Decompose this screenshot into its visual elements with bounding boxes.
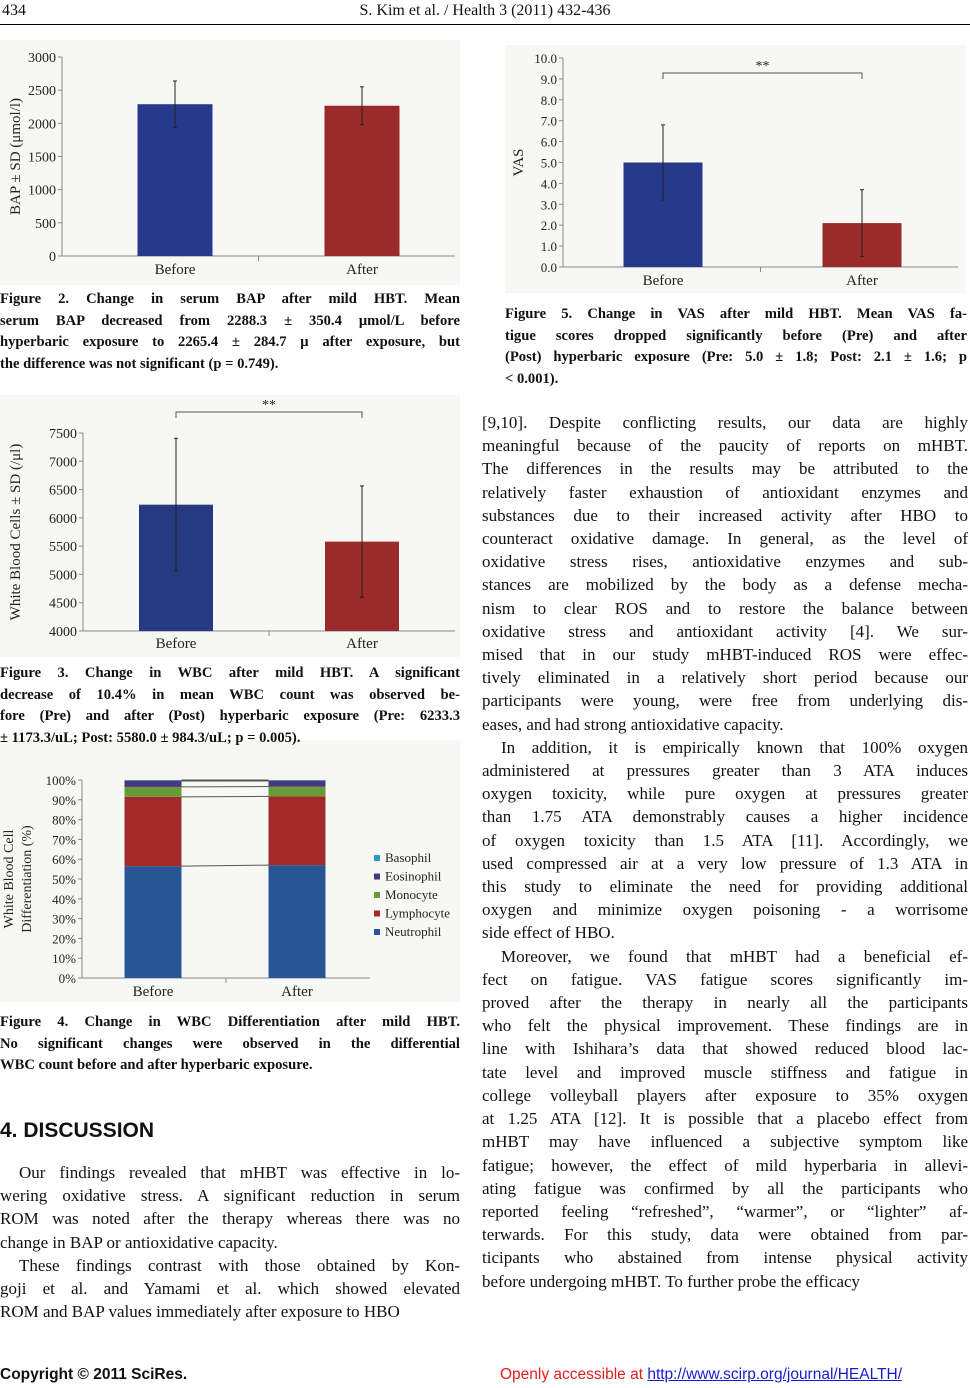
- y-tick-label: 0%: [58, 971, 76, 986]
- y-tick-label: 6500: [49, 483, 77, 499]
- text-line: participants were young, were free from underlying dis-: [482, 691, 968, 711]
- text-line: hyperbaric exposure to 2265.4 ± 284.7 μ after exposure, but: [0, 334, 460, 351]
- text-line: of oxygen toxicity than 1.5 ATA [11]. Accordingly, we: [482, 830, 968, 850]
- legend-label: Eosinophil: [385, 868, 442, 884]
- y-tick-label: 3.0: [540, 197, 557, 213]
- y-tick-label: 6000: [49, 511, 77, 527]
- text-line: mHBT may have influenced a subjective symptom like: [482, 1132, 968, 1152]
- y-tick-label: 4.0: [540, 176, 557, 192]
- y-tick-label: 0.0: [540, 260, 557, 275]
- open-access-label: Openly accessible at: [500, 1366, 648, 1383]
- y-tick-label: 500: [35, 216, 56, 232]
- legend-swatch: [374, 929, 380, 935]
- y-tick-label: 9.0: [540, 71, 557, 87]
- y-tick-label: 3000: [28, 51, 56, 66]
- y-tick-label: 8.0: [540, 92, 557, 108]
- y-tick-label: 40%: [52, 891, 76, 907]
- text-line: terwards. For this study, data were obtained from par-: [482, 1225, 968, 1245]
- text-line: [9,10]. Despite conflicting results, our data are highly: [482, 413, 968, 432]
- text-line: tate level and improved muscle stiffness and fatigue in: [482, 1062, 968, 1082]
- text-line: tigue scores dropped significantly before (Pre) and after: [505, 327, 967, 344]
- text-line: Moreover, we found that mHBT had a beneficial ef-: [501, 946, 968, 966]
- figure-5-vas-chart: [505, 45, 965, 293]
- figure-3-wbc-chart: [0, 395, 460, 657]
- y-axis-label: VAS: [511, 148, 527, 177]
- open-access-notice: [500, 1366, 902, 1384]
- x-tick-label: After: [281, 984, 313, 1000]
- figure-2-bap-chart: [0, 40, 460, 285]
- y-tick-label: 30%: [52, 911, 76, 927]
- bar-segment-lymphocyte: [269, 796, 326, 865]
- x-tick-label: Before: [155, 636, 197, 652]
- text-line: than 1.75 ATA demonstrably causes a higher incidence: [482, 807, 968, 827]
- y-axis-label: White Blood Cells ± SD (/μl): [8, 443, 24, 621]
- section-heading-discussion: 4. DISCUSSION: [0, 1119, 155, 1142]
- text-line: tively eliminated in a relatively short period because our: [482, 668, 968, 688]
- text-line: wering oxidative stress. A significant reduction in serum: [0, 1186, 460, 1206]
- y-axis-label: White Blood Cell: [2, 829, 17, 929]
- text-line: oxidative stress and antioxidant activity [4]. We sur-: [482, 621, 968, 641]
- legend-swatch: [374, 874, 380, 880]
- text-line: fore (Pre) and after (Post) hyperbaric exposure (Pre: 6233.3: [0, 708, 460, 725]
- figure-3-caption: [0, 663, 460, 749]
- bar-segment-basophil: [125, 780, 182, 781]
- text-line: decrease of 10.4% in mean WBC count was observed be-: [0, 686, 460, 703]
- y-tick-label: 1.0: [540, 239, 557, 255]
- text-line: Figure 5. Change in VAS after mild HBT. Mean VAS fa-: [505, 306, 967, 322]
- text-line: ± 1173.3/uL; Post: 5580.0 ± 984.3/uL; p = 0.005).: [0, 729, 301, 746]
- page-number: 434: [2, 2, 26, 19]
- running-title: S. Kim et al. / Health 3 (2011) 432-436: [359, 2, 611, 19]
- legend-label: Neutrophil: [385, 924, 442, 939]
- x-tick-label: Before: [642, 273, 684, 289]
- text-line: The differences in the results may be attributed to the: [482, 459, 968, 479]
- text-line: goji et al. and Yamami et al. which showed elevated: [0, 1279, 460, 1299]
- text-line: ticipants who abstained from intense physical activity: [482, 1248, 968, 1268]
- bar-segment-monocyte: [125, 787, 182, 797]
- y-tick-label: 80%: [52, 812, 76, 828]
- y-tick-label: 50%: [52, 872, 76, 887]
- discussion-text-left: [0, 1161, 460, 1323]
- y-tick-label: 100%: [45, 773, 76, 788]
- y-tick-label: 2500: [28, 84, 56, 100]
- y-tick-label: 20%: [52, 931, 76, 947]
- y-tick-label: 1500: [28, 150, 56, 166]
- y-tick-label: 10.0: [534, 51, 557, 66]
- text-line: Our findings revealed that mHBT was effective in lo-: [19, 1163, 460, 1182]
- legend-label: Lymphocyte: [385, 905, 450, 921]
- text-line: who felt the physical improvement. These findings are in: [482, 1016, 968, 1036]
- bar-segment-lymphocyte: [125, 797, 182, 866]
- y-tick-label: 4000: [49, 625, 77, 640]
- figure-2-caption: [0, 289, 460, 375]
- text-line: fatigue; however, the effect of mild hyperbaria in allevi-: [482, 1155, 968, 1175]
- text-line: These findings contrast with those obtained by Kon-: [19, 1255, 460, 1275]
- x-tick-label: After: [346, 636, 378, 652]
- text-line: In addition, it is empirically known that 100% oxygen: [501, 737, 968, 757]
- text-line: WBC count before and after hyperbaric exposure.: [0, 1057, 313, 1074]
- x-tick-label: Before: [132, 984, 174, 1000]
- y-tick-label: 5000: [49, 568, 77, 584]
- text-line: substances due to their increased activity after HBO to: [482, 505, 968, 525]
- legend-swatch: [374, 892, 380, 898]
- text-line: proved after the therapy in nearly all the participants: [482, 993, 968, 1013]
- y-tick-label: 7500: [49, 427, 77, 442]
- y-tick-label: 7000: [49, 455, 77, 471]
- y-tick-label: 5500: [49, 540, 77, 556]
- text-line: fect on fatigue. VAS fatigue scores significantly im-: [482, 969, 968, 989]
- text-line: ROM was noted after the therapy whereas there was no: [0, 1209, 460, 1229]
- text-line: serum BAP decreased from 2288.3 ± 350.4 μmol/L before: [0, 312, 460, 329]
- text-line: oxidative stress rises, antioxidative enzymes and sub-: [482, 552, 968, 572]
- y-tick-label: 2.0: [540, 218, 557, 234]
- series-connector-line: [182, 865, 269, 866]
- bar-segment-eosinophil: [269, 781, 326, 787]
- text-line: mised that in our study mHBT-induced ROS were effec-: [482, 645, 968, 665]
- significance-marker: **: [262, 398, 276, 413]
- text-line: relatively faster exhaustion of antioxidant enzymes and: [482, 482, 968, 502]
- bar: [325, 106, 400, 256]
- legend-label: Basophil: [385, 850, 432, 865]
- text-line: at 1.25 ATA [12]. It is possible that a placebo effect from: [482, 1109, 968, 1129]
- figure-5-caption: [505, 304, 967, 390]
- discussion-text-right: [482, 411, 968, 1293]
- legend-label: Monocyte: [385, 887, 438, 902]
- bar-segment-basophil: [269, 780, 326, 781]
- text-line: side effect of HBO.: [482, 923, 615, 943]
- bar-segment-monocyte: [269, 787, 326, 797]
- text-line: ating fatigue was confirmed by all the participants who: [482, 1178, 968, 1198]
- figure-4-caption: [0, 1012, 460, 1077]
- text-line: before undergoing mHBT. To further probe the efficacy: [482, 1271, 861, 1291]
- x-tick-label: After: [846, 273, 878, 289]
- y-tick-label: 60%: [52, 852, 76, 868]
- text-line: administered at pressures greater than 3 ATA induces: [482, 761, 968, 781]
- text-line: the difference was not significant (p = 0.749).: [0, 355, 279, 372]
- text-line: (Post) hyperbaric exposure (Pre: 5.0 ± 1.8; Post: 2.1 ± 1.6; p: [505, 349, 967, 366]
- text-line: change in BAP or antioxidative capacity.: [0, 1232, 278, 1252]
- y-tick-label: 90%: [52, 792, 76, 808]
- text-line: oxygen and minimize oxygen poisoning - a worrisome: [482, 900, 968, 920]
- bar-segment-eosinophil: [125, 781, 182, 787]
- y-tick-label: 5.0: [540, 155, 557, 171]
- journal-link[interactable]: http://www.scirp.org/journal/HEALTH/: [647, 1366, 903, 1383]
- legend-swatch: [374, 911, 380, 917]
- text-line: stances are mobilized by the body as a defense mecha-: [482, 575, 968, 595]
- figure-4-wbc-differentiation-chart: [0, 740, 460, 1002]
- text-line: this study to eliminate the need for providing additional: [482, 877, 968, 897]
- text-line: Figure 4. Change in WBC Differentiation after mild HBT.: [0, 1014, 460, 1030]
- text-line: Figure 3. Change in WBC after mild HBT. A significant: [0, 665, 460, 681]
- significance-marker: **: [755, 59, 770, 74]
- text-line: used compressed air at a very low pressure of 1.3 ATA in: [482, 853, 968, 873]
- text-line: < 0.001).: [505, 370, 559, 387]
- header-rule: [0, 24, 970, 25]
- y-axis-label: Differentiation (%): [20, 825, 35, 933]
- bar-segment-neutrophil: [125, 866, 182, 978]
- y-tick-label: 1000: [28, 183, 56, 199]
- y-tick-label: 0: [49, 250, 56, 265]
- text-line: nism to clear ROS and to restore the balance between: [482, 598, 968, 618]
- text-line: ROM and BAP values immediately after exposure to HBO: [0, 1302, 400, 1322]
- text-line: counteract oxidative damage. In general, as the level of: [482, 529, 968, 549]
- text-line: meaningful because of the paucity of reports on mHBT.: [482, 436, 968, 456]
- text-line: line with Ishihara’s data that showed reduced blood lac-: [482, 1039, 968, 1059]
- bar-segment-neutrophil: [269, 865, 326, 978]
- text-line: oxygen toxicity, while pure oxygen at pressures greater: [482, 784, 968, 804]
- text-line: eases, and had strong antioxidative capacity.: [482, 714, 784, 734]
- copyright-notice: Copyright © 2011 SciRes.: [0, 1366, 188, 1383]
- y-tick-label: 10%: [52, 951, 76, 967]
- x-tick-label: After: [346, 262, 378, 278]
- y-tick-label: 7.0: [540, 113, 557, 129]
- text-line: No significant changes were observed in the differential: [0, 1035, 460, 1052]
- x-tick-label: Before: [154, 262, 196, 278]
- y-tick-label: 70%: [52, 832, 76, 848]
- text-line: college volleyball players after exposure to 35% oxygen: [482, 1085, 968, 1105]
- y-tick-label: 6.0: [540, 134, 557, 150]
- text-line: Figure 2. Change in serum BAP after mild HBT. Mean: [0, 291, 460, 307]
- legend-swatch: [374, 855, 380, 861]
- y-tick-label: 2000: [28, 117, 56, 133]
- y-axis-label: BAP ± SD (μmol/l): [8, 98, 24, 215]
- y-tick-label: 4500: [49, 596, 77, 612]
- text-line: reported feeling “refreshed”, “warmer”, or “lighter” af-: [482, 1201, 968, 1221]
